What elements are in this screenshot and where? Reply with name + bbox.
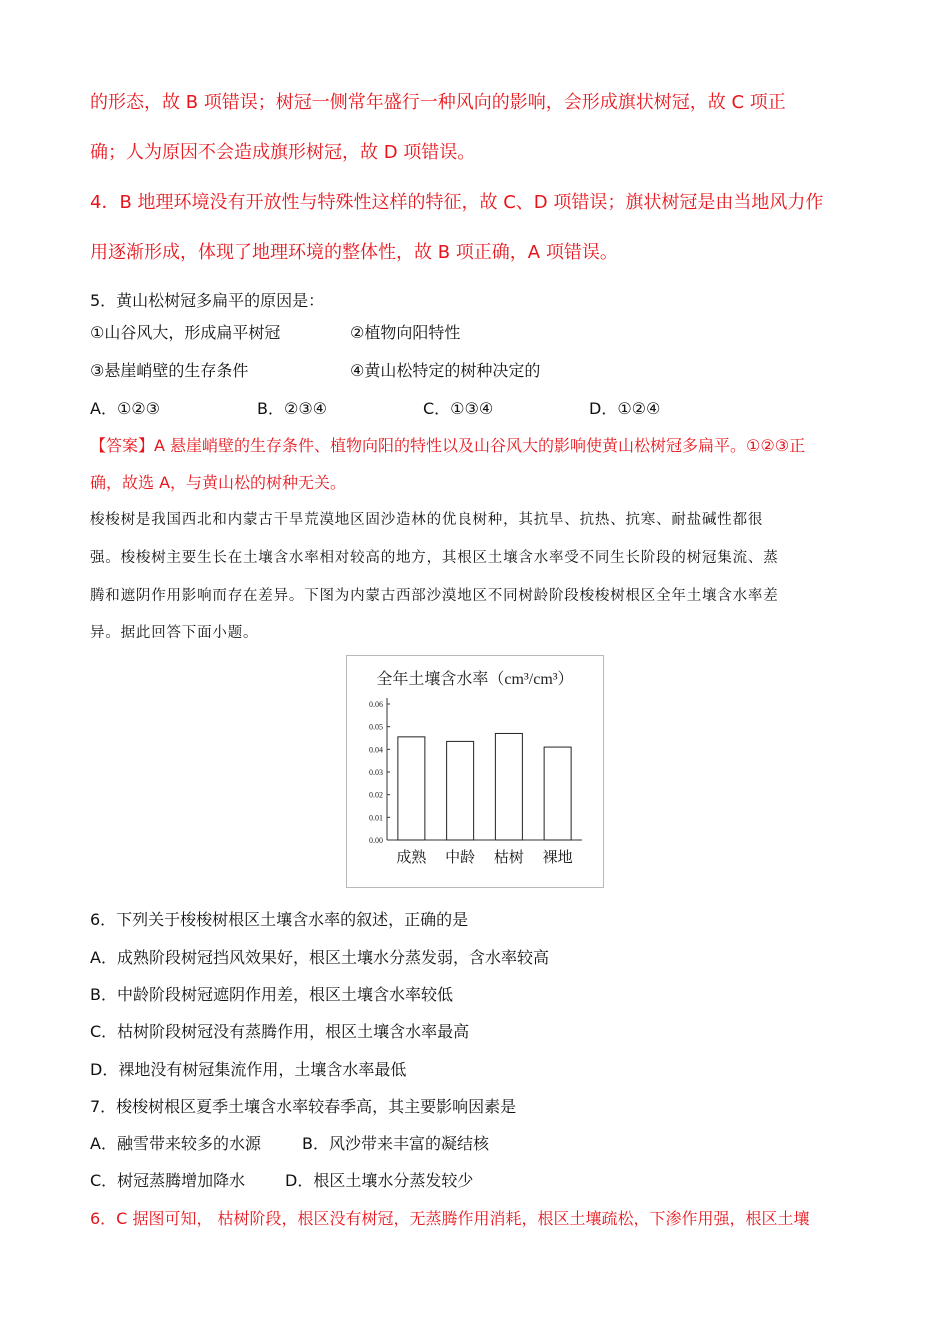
question-5-choice-b: B．②③④ bbox=[257, 399, 328, 418]
question-7-choice-c: C．树冠蒸腾增加降水 bbox=[90, 1171, 246, 1190]
y-tick-label: 0.02 bbox=[369, 790, 383, 800]
chart-bars bbox=[398, 733, 571, 840]
x-tick-label: 成熟 bbox=[396, 850, 427, 866]
question-5-choice-a: A．①②③ bbox=[90, 399, 160, 418]
question-5-option-2: ②植物向阳特性 bbox=[350, 323, 461, 342]
question-7-choice-b: B．风沙带来丰富的凝结核 bbox=[302, 1134, 489, 1153]
question-6-choice-b: B．中龄阶段树冠遮阴作用差，根区土壤含水率较低 bbox=[90, 985, 453, 1004]
answer-line-3-cont: 的形态，故 B 项错误；树冠一侧常年盛行一种风向的影响，会形成旗状树冠，故 C 项正 bbox=[90, 92, 786, 113]
answer-6-line-1: 6．C 据图可知， 枯树阶段，根区没有树冠，无蒸腾作用消耗，根区土壤疏松，下渗作用强，根区土壤 bbox=[90, 1209, 810, 1228]
chart-title: 全年土壤含水率（cm³/cm³） bbox=[376, 671, 574, 688]
passage-line-2: 强。梭梭树主要生长在土壤含水率相对较高的地方，其根区土壤含水率受不同生长阶段的树冠集流、蒸 bbox=[90, 550, 779, 566]
question-5-options-row-2 bbox=[90, 358, 850, 382]
question-7-choice-d: D．根区土壤水分蒸发较少 bbox=[285, 1171, 474, 1190]
question-6-choice-c: C．枯树阶段树冠没有蒸腾作用，根区土壤含水率最高 bbox=[90, 1022, 470, 1041]
answer-5-text: A 悬崖峭壁的生存条件、植物向阳的特性以及山谷风大的影响使黄山松树冠多扁平。①②③正 bbox=[154, 436, 806, 455]
y-tick-label: 0.01 bbox=[369, 813, 383, 823]
question-7-choices-row-2 bbox=[90, 1168, 850, 1192]
question-6-choice-a: A．成熟阶段树冠挡风效果好，根区土壤水分蒸发弱，含水率较高 bbox=[90, 948, 549, 967]
bar-2 bbox=[447, 741, 474, 840]
bar-1 bbox=[398, 737, 425, 840]
passage-line-4: 异。据此回答下面小题。 bbox=[90, 625, 259, 641]
x-tick-label: 裸地 bbox=[542, 850, 573, 866]
question-7-choice-a: A．融雪带来较多的水源 bbox=[90, 1134, 261, 1153]
passage-line-1: 梭梭树是我国西北和内蒙古干旱荒漠地区固沙造林的优良树种，其抗旱、抗热、抗寒、耐盐碱性都很 bbox=[90, 512, 764, 528]
question-5-option-3: ③悬崖峭壁的生存条件 bbox=[90, 361, 249, 380]
question-6-stem: 6．下列关于梭梭树根区土壤含水率的叙述，正确的是 bbox=[90, 910, 469, 929]
question-5-stem: 5．黄山松树冠多扁平的原因是： bbox=[90, 291, 325, 310]
question-7-choices-row-1 bbox=[90, 1131, 850, 1155]
answer-4-line-1 bbox=[90, 188, 823, 214]
answer-5-line-1 bbox=[90, 433, 805, 456]
y-tick-label: 0.06 bbox=[369, 700, 383, 709]
y-tick-label: 0.00 bbox=[369, 836, 383, 845]
question-5-option-4: ④黄山松特定的树种决定的 bbox=[350, 361, 541, 380]
x-tick-label: 枯树 bbox=[493, 850, 524, 866]
answer-tag: 【答案】 bbox=[90, 436, 155, 455]
bar-4 bbox=[544, 747, 571, 840]
soil-moisture-chart bbox=[346, 655, 604, 888]
answer-5-line-2: 确，故选 A，与黄山松的树种无关。 bbox=[90, 473, 347, 492]
y-tick-label: 0.04 bbox=[369, 745, 383, 755]
chart-svg bbox=[347, 656, 603, 887]
answer-line-3-end: 确；人为原因不会造成旗形树冠，故 D 项错误。 bbox=[90, 142, 476, 163]
question-5-choice-d: D．①②④ bbox=[589, 399, 661, 418]
question-5-choices bbox=[90, 396, 850, 420]
question-5-options-row-1 bbox=[90, 320, 850, 344]
passage-line-3: 腾和遮阴作用影响而存在差异。下图为内蒙古西部沙漠地区不同树龄阶段梭梭树根区全年土壤含水率差 bbox=[90, 588, 779, 604]
y-tick-label: 0.05 bbox=[369, 722, 383, 732]
question-6-choice-d: D．裸地没有树冠集流作用，土壤含水率最低 bbox=[90, 1060, 407, 1079]
y-tick-label: 0.03 bbox=[369, 768, 383, 777]
question-5-choice-c: C．①③④ bbox=[423, 399, 494, 418]
chart-x-labels bbox=[396, 848, 572, 866]
x-tick-label: 中龄 bbox=[445, 850, 476, 866]
question-5-option-1: ①山谷风大，形成扁平树冠 bbox=[90, 323, 281, 342]
answer-4-text: 4．B 地理环境没有开放性与特殊性这样的特征，故 C、D 项错误；旗状树冠是由当地风力作 bbox=[90, 192, 824, 213]
bar-3 bbox=[495, 733, 522, 840]
answer-4-line-2: 用逐渐形成，体现了地理环境的整体性，故 B 项正确，A 项错误。 bbox=[90, 242, 618, 263]
question-7-stem: 7．梭梭树根区夏季土壤含水率较春季高，其主要影响因素是 bbox=[90, 1097, 517, 1116]
